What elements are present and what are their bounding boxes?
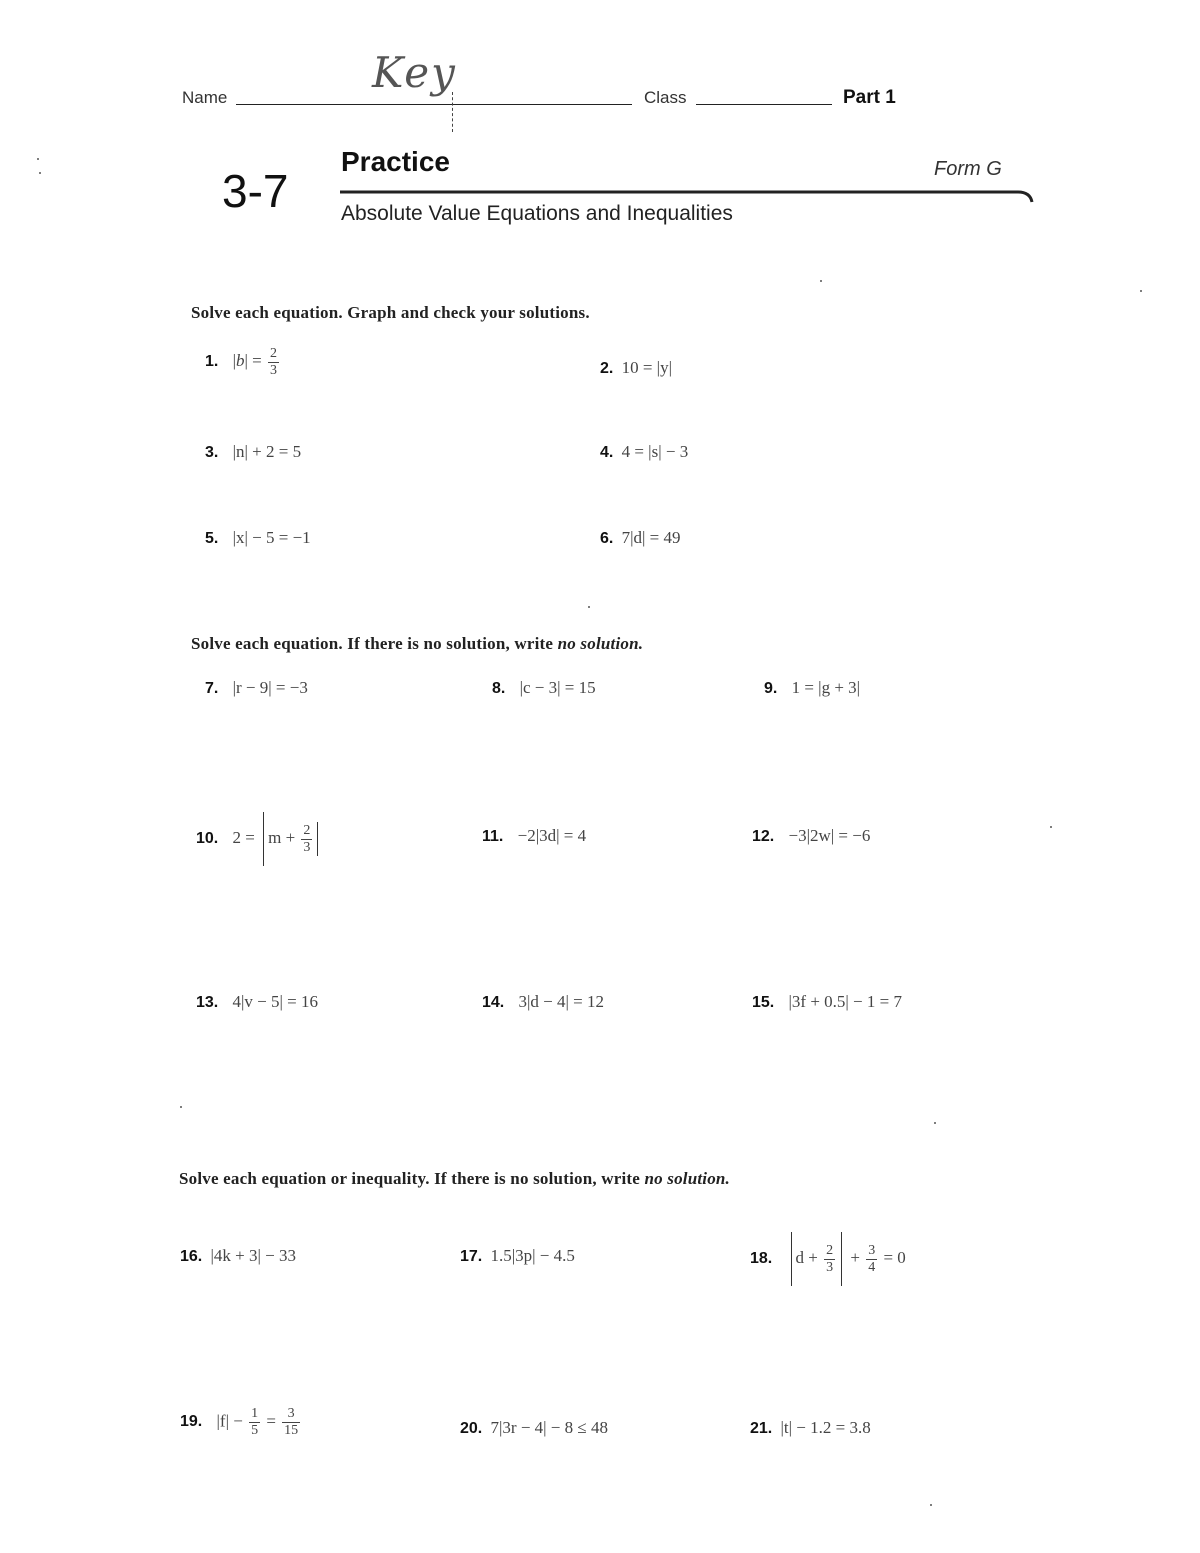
problem-15 [752, 992, 902, 1012]
problem-expression: 1.5|3p| − 4.5 [490, 1246, 575, 1265]
problem-18 [750, 1232, 906, 1286]
problem-number: 14. [482, 994, 505, 1011]
problem-6 [600, 528, 681, 548]
problem-expression: −3|2w| = −6 [788, 826, 871, 845]
class-line[interactable] [696, 104, 832, 105]
problem-number: 18. [750, 1249, 773, 1267]
problem-expression: |t| − 1.2 = 3.8 [780, 1418, 871, 1437]
part-label: Part 1 [843, 87, 896, 108]
lesson-number: 3-7 [222, 165, 289, 217]
name-label: Name [182, 88, 228, 107]
operator: + [850, 1247, 860, 1267]
problem-16 [180, 1246, 296, 1266]
problem-number: 15. [752, 994, 775, 1011]
problem-lhs: 2 = [232, 827, 255, 847]
problem-number: 12. [752, 828, 775, 845]
problem-number: 21. [750, 1420, 773, 1437]
page-title: Practice [341, 146, 450, 177]
problem-expression: |x| − 5 = −1 [232, 528, 311, 547]
instruction-text: Solve each equation. If there is no solution, write [191, 634, 558, 653]
scan-speck [1140, 290, 1142, 292]
instruction-text: Solve each equation or inequality. If there is no solution, write [179, 1169, 645, 1188]
problem-12 [752, 826, 870, 846]
section-1-instruction: Solve each equation. Graph and check your solutions. [191, 303, 590, 322]
problem-number: 17. [460, 1248, 483, 1265]
problem-expression: 7|d| = 49 [621, 528, 681, 547]
problem-expression: 3|d − 4| = 12 [518, 992, 604, 1011]
form-label: Form G [934, 158, 1002, 180]
page-subtitle: Absolute Value Equations and Inequalities [341, 202, 733, 225]
instruction-emphasis: no solution. [557, 634, 644, 653]
problem-expression: |n| + 2 = 5 [232, 442, 302, 461]
scan-speck [180, 1106, 182, 1108]
problem-5 [205, 528, 311, 548]
problem-number: 13. [196, 994, 219, 1011]
problem-pre: |f| − [216, 1411, 243, 1431]
abs-bar-right [317, 822, 318, 856]
problem-number: 16. [180, 1248, 203, 1265]
problem-expression: |3f + 0.5| − 1 = 7 [788, 992, 902, 1011]
operator: = [266, 1411, 276, 1431]
name-line[interactable] [236, 104, 632, 105]
problem-number: 19. [180, 1413, 203, 1431]
problem-expression: 10 = |y| [621, 358, 672, 377]
problem-expression: |4k + 3| − 33 [210, 1246, 296, 1265]
scan-speck [37, 158, 39, 160]
scan-speck [820, 280, 822, 282]
fraction: $\frac{2}{3}$ [303, 822, 311, 855]
problem-14 [482, 992, 604, 1012]
problem-number: 2. [600, 360, 614, 377]
scan-speck [1050, 826, 1052, 828]
problem-4 [600, 442, 688, 462]
handwritten-name: Key [372, 48, 457, 97]
fraction: $\frac{3}{15}$ [284, 1406, 299, 1438]
problem-9 [764, 678, 860, 698]
problem-20 [460, 1418, 608, 1438]
problem-21 [750, 1418, 871, 1438]
problem-10 [196, 812, 321, 866]
abs-bar-left [791, 1232, 792, 1286]
problem-number: 20. [460, 1420, 483, 1437]
problem-number: 3. [205, 444, 219, 461]
problem-1 [205, 346, 281, 379]
problem-expression: |r − 9| = −3 [232, 678, 308, 697]
problem-inner: m + [268, 827, 296, 847]
problem-number: 1. [205, 353, 219, 371]
abs-bar-left [263, 812, 264, 866]
problem-2 [600, 358, 672, 378]
fraction: $\frac{1}{5}$ [251, 1406, 259, 1438]
problem-7 [205, 678, 308, 698]
problem-expression: 7|3r − 4| − 8 ≤ 48 [490, 1418, 608, 1437]
problem-expression: 4 = |s| − 3 [621, 442, 689, 461]
class-label: Class [644, 88, 687, 107]
problem-19 [180, 1406, 302, 1439]
problem-13 [196, 992, 318, 1012]
problem-17 [460, 1246, 575, 1266]
scan-speck [930, 1504, 932, 1506]
problem-number: 8. [492, 680, 506, 697]
problem-expression: |b| = $\frac{2}{3}$ [232, 346, 277, 378]
problem-number: 4. [600, 444, 614, 461]
scan-speck [934, 1122, 936, 1124]
problem-number: 5. [205, 530, 219, 547]
fraction: $\frac{2}{3}$ [826, 1242, 834, 1275]
section-3-instruction [179, 1169, 730, 1189]
problem-expression: |c − 3| = 15 [519, 678, 596, 697]
problem-expression: 4|v − 5| = 16 [232, 992, 318, 1011]
problem-number: 7. [205, 680, 219, 697]
abs-bar-right [841, 1232, 842, 1286]
problem-rhs: = 0 [883, 1247, 906, 1267]
problem-11 [482, 826, 586, 846]
problem-8 [492, 678, 596, 698]
problem-number: 10. [196, 829, 219, 847]
problem-number: 11. [482, 828, 504, 845]
fraction: $\frac{3}{4}$ [868, 1242, 876, 1275]
scan-speck [39, 172, 41, 174]
pen-stroke [452, 92, 453, 132]
scan-speck [588, 606, 590, 608]
instruction-emphasis: no solution. [644, 1169, 731, 1188]
problem-expression: 1 = |g + 3| [791, 678, 861, 697]
section-2-instruction [191, 634, 643, 654]
problem-number: 6. [600, 530, 614, 547]
problem-number: 9. [764, 680, 778, 697]
problem-expression: −2|3d| = 4 [517, 826, 587, 845]
problem-3 [205, 442, 301, 462]
problem-inner: d + [795, 1247, 818, 1267]
